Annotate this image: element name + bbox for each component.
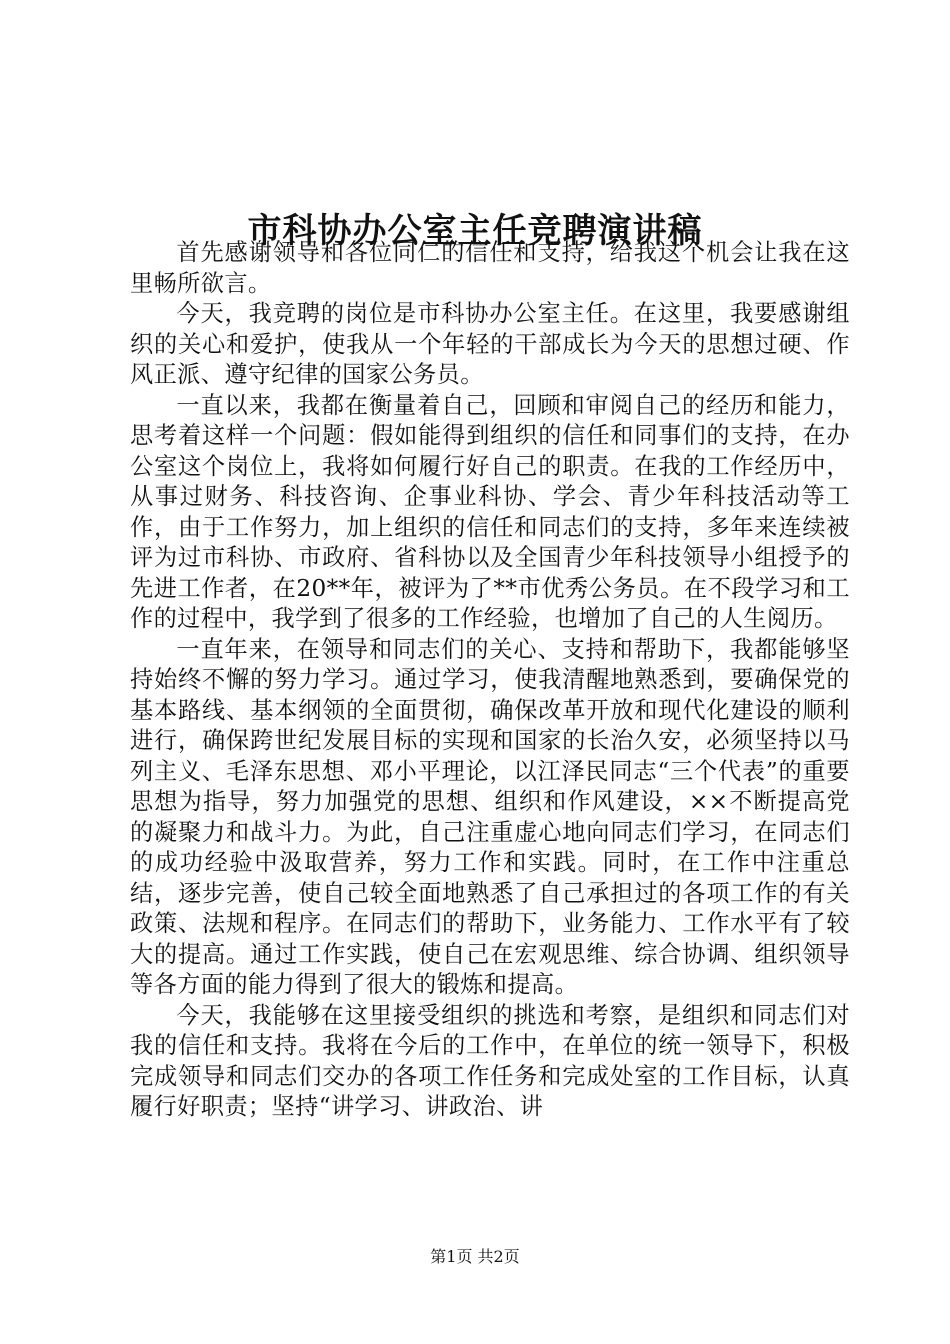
page-number-footer: 第1页 共2页 <box>430 1247 520 1266</box>
body-paragraph: 一直以来，我都在衡量着自己，回顾和审阅自己的经历和能力，思考着这样一个问题：假如能得到组织的信任和同事们的支持，在办公室这个岗位上，我将如何履行好自己的职责。在我的工作经历中，从事过财务、科技咨询、企事业科协、学会、青少年科技活动等工作，由于工作努力，加上组织的信任和同志们的支持，多年来连续被评为过市科协、市政府、省科协以及全国青少年科技领导小组授予的先进工作者，在20**年，被评为了**市优秀公务员。在不段学习和工作的过程中，我学到了很多的工作经验，也增加了自己的人生阅历。 <box>130 391 850 632</box>
body-paragraph: 今天，我能够在这里接受组织的挑选和考察，是组织和同志们对我的信任和支持。我将在今后的工作中，在单位的统一领导下，积极完成领导和同志们交办的各项工作任务和完成处室的工作目标，认真履行好职责；坚持“讲学习、讲政治、讲 <box>130 1001 850 1120</box>
body-paragraph: 一直年来，在领导和同志们的关心、支持和帮助下，我都能够坚持始终不懈的努力学习。通过学习，使我清醒地熟悉到，要确保党的基本路线、基本纲领的全面贯彻，确保改革开放和现代化建设的顺利进行，确保跨世纪发展目标的实现和国家的长治久安，必须坚持以马列主义、毛泽东思想、邓小平理论，以江泽民同志“三个代表”的重要思想为指导，努力加强党的思想、组织和作风建设，××不断提高党的凝聚力和战斗力。为此，自己注重虚心地向同志们学习，在同志们的成功经验中汲取营养，努力工作和实践。同时，在工作中注重总结，逐步完善，使自己较全面地熟悉了自己承担过的各项工作的有关政策、法规和程序。在同志们的帮助下，业务能力、工作水平有了较大的提高。通过工作实践，使自己在宏观思维、综合协调、组织领导等各方面的能力得到了很大的锻炼和提高。 <box>130 635 850 998</box>
body-paragraph: 首先感谢领导和各位同仁的信任和支持，给我这个机会让我在这里畅所欲言。 <box>130 239 850 297</box>
document-title: 市科协办公室主任竞聘演讲稿 <box>247 210 703 251</box>
body-paragraph: 今天，我竞聘的岗位是市科协办公室主任。在这里，我要感谢组织的关心和爱护，使我从一个年轻的干部成长为今天的思想过硬、作风正派、遵守纪律的国家公务员。 <box>130 300 850 388</box>
document-body <box>130 238 850 1123</box>
